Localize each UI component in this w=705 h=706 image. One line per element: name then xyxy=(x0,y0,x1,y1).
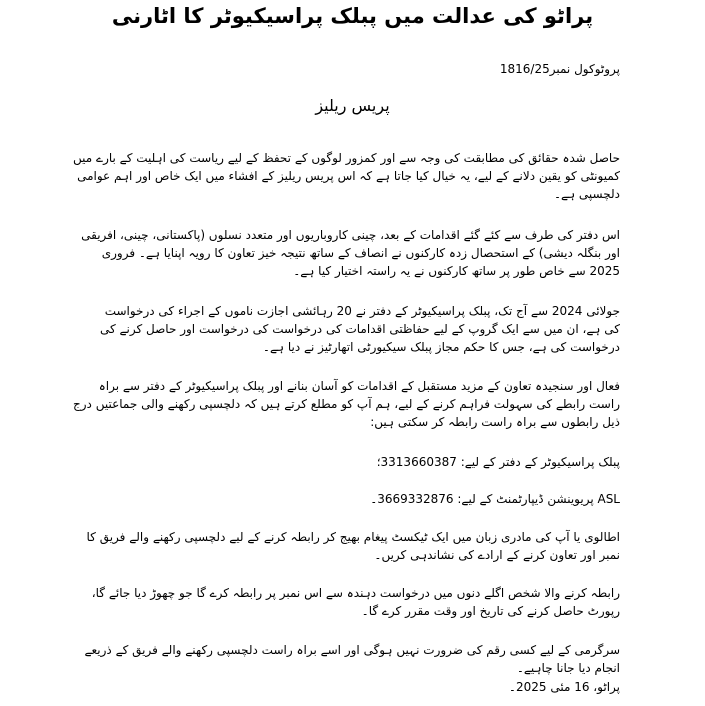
closing-2-line-1: رابطہ کرنے والا شخص اگلے دنوں میں درخواست دہندہ سے اس نمبر پر رابطہ کرے گا جو چھوڑ دیا جائے گا، xyxy=(91,586,620,600)
closing-3-line-2: انجام دیا جانا چاہیے۔ xyxy=(516,661,620,675)
contact-prosecutor-number: 3313660387؛ xyxy=(376,455,457,469)
paragraph-3-line-3: درخواست کی ہے، جس کا حکم مجاز پبلک سیکیورٹی اتھارٹیز نے دیا ہے۔ xyxy=(262,340,620,354)
paragraph-1-line-3: دلچسپی ہے۔ xyxy=(554,187,620,201)
press-release-heading: پریس ریلیز xyxy=(315,96,390,115)
paragraph-3-line-2: کی ہے، ان میں سے ایک گروپ کے لیے حفاظتی اقدامات کی درخواست کی درخواست اور حاصل کرنے کی xyxy=(99,322,620,336)
paragraph-4-line-3: ذیل رابطوں سے براہ راست رابطہ کر سکتی ہیں: xyxy=(370,415,620,429)
closing-1-line-1: اطالوی یا آپ کی مادری زبان میں ایک ٹیکسٹ پیغام بھیج کر رابطہ کرنے کے لیے دلچسپی رکھنے والے فریق کا xyxy=(86,530,620,544)
closing-3-line-1: سرگرمی کے لیے کسی رقم کی ضرورت نہیں ہوگی اور اسے براہ راست دلچسپی رکھنے والے فریق کے ذریعے xyxy=(84,643,620,657)
contact-prosecutor-label: پبلک پراسیکیوٹر کے دفتر کے لیے: xyxy=(456,455,620,469)
contact-asl xyxy=(85,490,620,508)
paragraph-1-line-2: کمیونٹی کو یقین دلانے کے لیے، یہ خیال کیا جاتا ہے کہ اس پریس ریلیز کے افشاء میں ایک خاص اور اہم عوامی xyxy=(77,169,620,183)
protocol-number: پروٹوکول نمبر1816/25 xyxy=(499,62,620,76)
paragraph-2-line-3: 2025 سے خاص طور پر ساتھ کارکنوں نے یہ راستہ اختیار کیا ہے۔ xyxy=(293,264,620,278)
closing-1-line-2: نمبر اور تعاون کرنے کے ارادے کی نشاندہی کریں۔ xyxy=(374,548,620,562)
closing-2-line-2: رپورٹ حاصل کرنے کی تاریخ اور وقت مقرر کرے گا۔ xyxy=(361,604,620,618)
paragraph-3-line-1: جولائی 2024 سے آج تک، پبلک پراسیکیوٹر کے دفتر نے 20 رہائشی اجازت ناموں کے اجراء کی درخواست xyxy=(104,304,620,318)
paragraph-4-line-2: راست رابطے کی سہولت فراہم کرنے کے لیے، ہم آپ کو مطلع کرتے ہیں کہ دلچسپی رکھنے والی جماعتیں درج xyxy=(73,397,620,411)
paragraph-1-line-1: حاصل شدہ حقائق کی مطابقت کی وجہ سے اور کمزور لوگوں کے تحفظ کے لیے ریاست کی اہلیت کے بارے میں xyxy=(73,151,620,165)
paragraph-4-line-1: فعال اور سنجیدہ تعاون کے مزید مستقبل کے اقدامات کو آسان بنانے اور پبلک پراسیکیوٹر کے دفتر سے براہ xyxy=(98,379,620,393)
paragraph-2-line-2: اور بنگلہ دیشی) کے استحصال زدہ کارکنوں نے انصاف کے ساتھ نتیجہ خیز تعاون کا رویہ اپنایا ہے۔ فروری xyxy=(101,246,620,260)
paragraph-2-line-1: اس دفتر کی طرف سے کئے گئے اقدامات کے بعد، چینی کاروباریوں اور متعدد نسلوں (پاکستانی، چینی، افریقی xyxy=(81,228,620,242)
contact-asl-number: 3669332876۔ xyxy=(370,492,454,506)
signature-date-line: پراٹو، 16 مئی 2025۔ xyxy=(508,680,620,694)
contact-prosecutor xyxy=(85,453,620,471)
document-title: پراٹو کی عدالت میں پبلک پراسیکیوٹر کا اٹارنی xyxy=(111,4,594,28)
contact-asl-label: ASL پریوینشن ڈیپارٹمنٹ کے لیے: xyxy=(453,492,620,506)
